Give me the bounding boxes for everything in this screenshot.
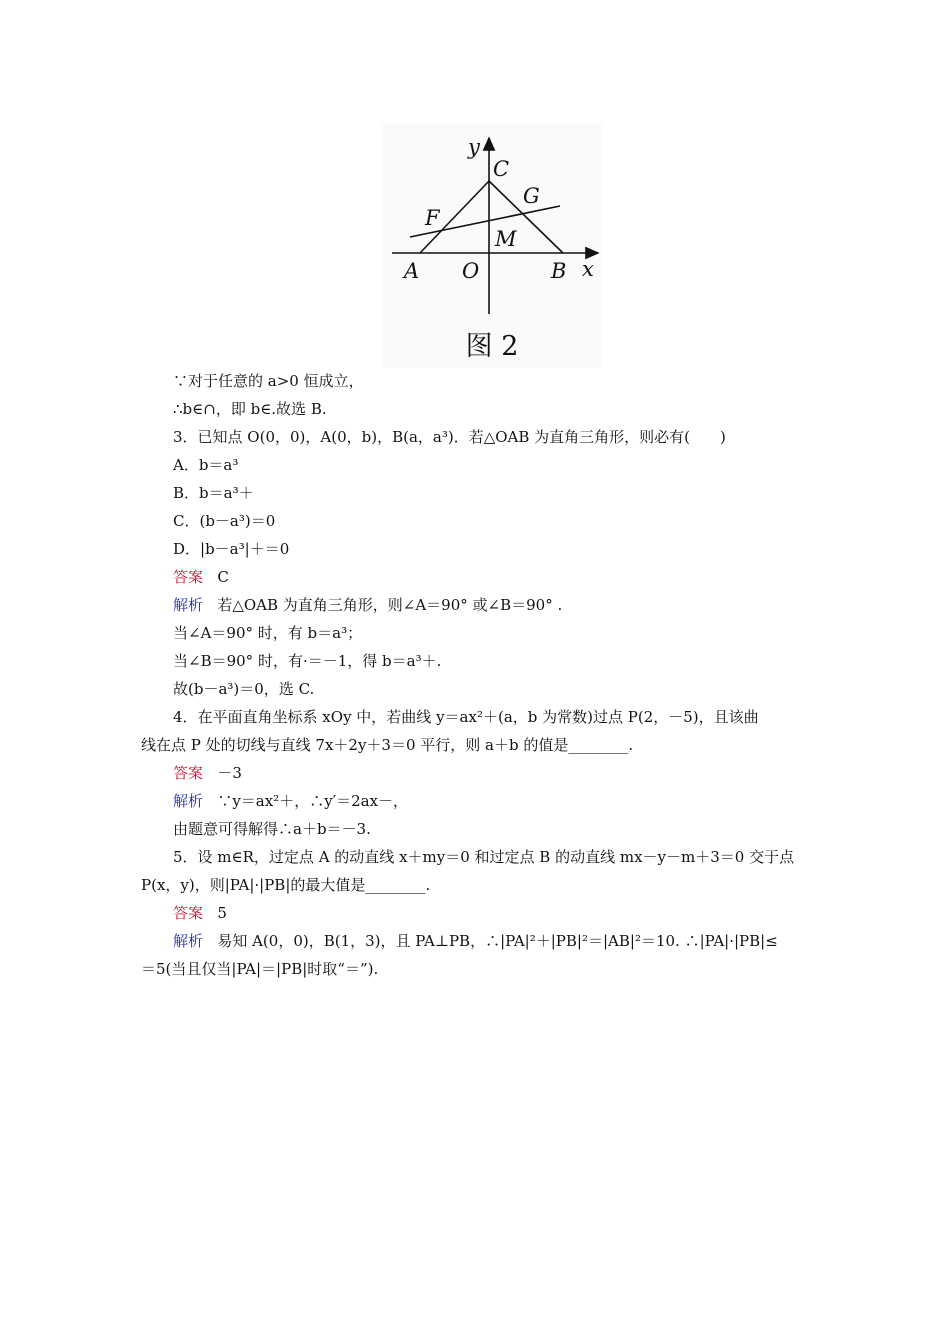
text-line-2: ∴b∈∩，即 b∈.故选 B.: [173, 400, 327, 418]
option-D: D．|b－a³|＋＝0: [173, 540, 290, 558]
analysis-text: 易知 A(0，0)，B(1，3)，且 PA⊥PB，∴|PA|²＋|PB|²＝|AB|²＝10. ∴|PA|·|PB|≤: [217, 932, 778, 950]
analysis-text: ∵y＝ax²＋，∴y′＝2ax－，: [217, 792, 409, 810]
answer-value: －3: [217, 764, 242, 782]
label-F: F: [425, 206, 440, 230]
option-C: C．(b－a³)＝0: [173, 512, 276, 530]
label-y: y: [468, 135, 480, 159]
answer-3: [173, 567, 229, 587]
question-5: 5．设 m∈R，过定点 A 的动直线 x＋my＝0 和过定点 B 的动直线 mx－y－m＋3＝0 交于点: [173, 848, 795, 866]
text-line-22: ＝5(当且仅当|PA|＝|PB|时取“＝”).: [141, 960, 379, 978]
analysis-tag: 解析: [173, 792, 204, 810]
answer-value: 5: [217, 904, 227, 922]
text-line-10: 当∠A＝90° 时，有 b＝a³；: [173, 624, 363, 642]
analysis-5: [173, 931, 778, 951]
answer-tag: 答案: [173, 904, 204, 922]
option-B: B．b＝a³＋: [173, 484, 254, 502]
label-B: B: [551, 259, 567, 283]
label-x: x: [582, 257, 594, 281]
answer-tag: 答案: [173, 764, 204, 782]
analysis-4: [173, 791, 408, 811]
answer-tag: 答案: [173, 568, 204, 586]
figure-caption: 图 2: [465, 331, 519, 362]
triangle-diagram: [382, 124, 602, 324]
label-O: O: [462, 259, 480, 283]
label-A: A: [404, 259, 420, 283]
option-A: A．b＝a³: [173, 456, 239, 474]
text-line-17: 由题意可得解得∴a＋b＝－3.: [173, 820, 371, 838]
label-C: C: [493, 157, 510, 181]
answer-5: [173, 903, 227, 923]
question-3: 3．已知点 O(0，0)，A(0，b)，B(a，a³)．若△OAB 为直角三角形，则必有( ): [173, 428, 726, 446]
label-G: G: [523, 184, 540, 208]
text-line-1: ∵对于任意的 a>0 恒成立，: [173, 372, 364, 390]
question-5-cont: P(x，y)，则|PA|·|PB|的最大值是________.: [141, 876, 431, 894]
question-4: 4．在平面直角坐标系 xOy 中，若曲线 y＝ax²＋(a，b 为常数)过点 P(2，－5)，且该曲: [173, 708, 759, 726]
answer-4: [173, 763, 242, 783]
question-4-cont: 线在点 P 处的切线与直线 7x＋2y＋3＝0 平行，则 a＋b 的值是________.: [141, 736, 634, 754]
label-M: M: [495, 227, 517, 251]
analysis-tag: 解析: [173, 932, 204, 950]
analysis-text: 若△OAB 为直角三角形，则∠A＝90° 或∠B＝90° .: [217, 596, 563, 614]
answer-value: C: [217, 568, 229, 586]
figure-2: [382, 124, 602, 368]
analysis-tag: 解析: [173, 596, 204, 614]
text-line-12: 故(b－a³)＝0，选 C.: [173, 680, 315, 698]
text-line-11: 当∠B＝90° 时，有·＝－1，得 b＝a³＋.: [173, 652, 442, 670]
analysis-3: [173, 595, 562, 615]
